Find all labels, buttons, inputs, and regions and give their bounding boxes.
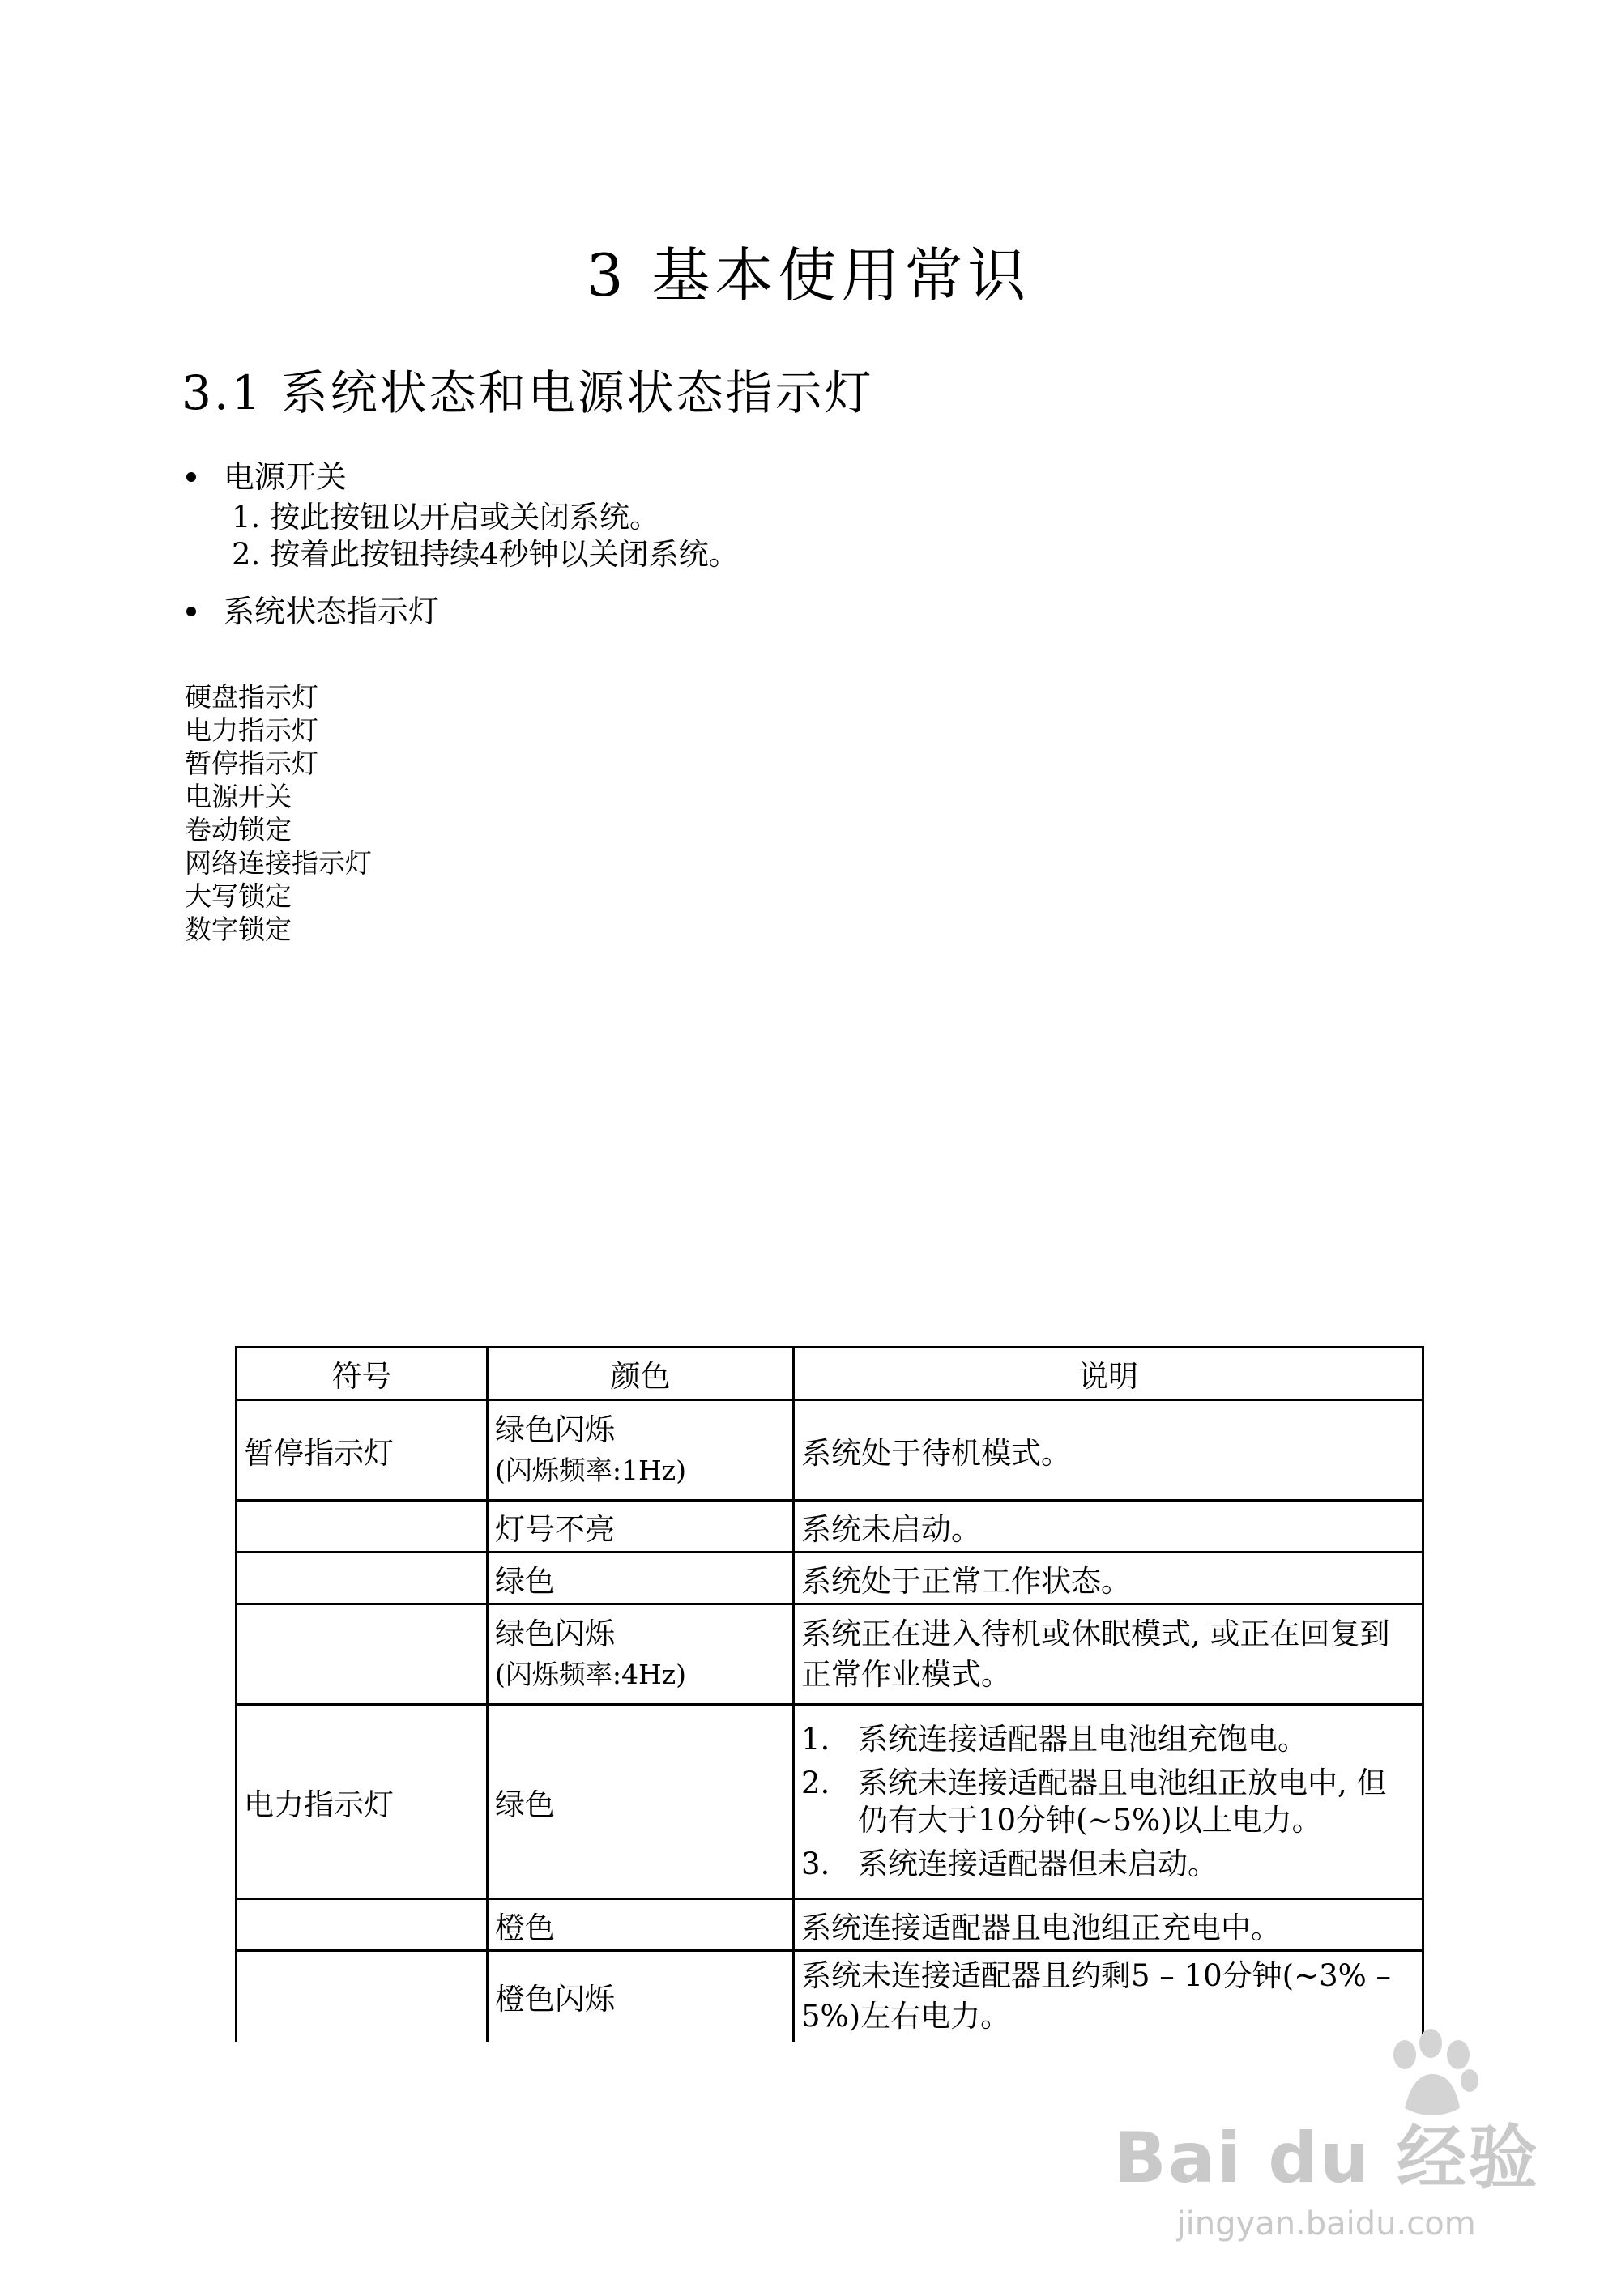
table-row [237,1705,1423,1899]
status-table [235,1346,1424,2042]
cell-symbol: 电力指示灯 [237,1705,488,1899]
indicator-label: 电源开关 [185,781,292,812]
indicator-label: 数字锁定 [185,914,292,945]
baidu-watermark [1113,2102,1539,2243]
watermark-brand: Bai du 经验 [1113,2118,1539,2199]
item-number: 3. [801,1846,830,1881]
list-item [801,1721,1415,1758]
indicator-label: 电力指示灯 [185,714,318,746]
item-text: 系统未连接适配器且电池组正放电中, 但仍有大于10分钟(~5%)以上电力。 [858,1765,1387,1838]
bullet-status-lights [186,586,439,631]
table-row [237,1951,1423,2042]
table-row [237,1604,1423,1705]
cell-symbol [237,1501,488,1553]
bullet-dot [186,472,196,482]
description-list [801,1721,1415,1883]
bullet-dot [186,607,196,616]
item-text: 系统连接适配器且电池组充饱电。 [858,1721,1308,1757]
bullet-power-switch [186,452,347,496]
color-note: (闪烁频率:4Hz) [495,1658,687,1690]
cell-description [794,1705,1423,1899]
cell-symbol [237,1604,488,1705]
power-step-1: 1. 按此按钮以开启或关闭系统。 [232,500,660,535]
cell-symbol: 暂停指示灯 [237,1400,488,1501]
item-text: 系统连接适配器但未启动。 [858,1846,1218,1881]
cell-color: 橙色 [488,1899,794,1951]
color-label: 绿色闪烁 [495,1412,615,1447]
indicator-label: 卷动锁定 [185,814,292,846]
indicator-label: 网络连接指示灯 [185,847,372,879]
table-row [237,1501,1423,1553]
cell-symbol [237,1951,488,2042]
table-row [237,1899,1423,1951]
section-title: 3.1 系统状态和电源状态指示灯 [181,365,874,420]
list-item [801,1846,1415,1883]
cell-color: 绿色 [488,1553,794,1604]
cell-description: 系统未连接适配器且约剩5 – 10分钟(~3% – 5%)左右电力。 [794,1951,1423,2042]
cell-color [488,1604,794,1705]
item-number: 1. [801,1721,830,1757]
indicator-labels [185,680,372,946]
indicator-label: 硬盘指示灯 [185,681,318,713]
cell-color: 绿色 [488,1705,794,1899]
table-header-row [237,1348,1423,1400]
bullet-label: 电源开关 [224,459,348,495]
indicator-label: 暂停指示灯 [185,748,318,779]
cell-description: 系统处于正常工作状态。 [794,1553,1423,1604]
cell-color: 灯号不亮 [488,1501,794,1553]
header-color: 颜色 [488,1348,794,1400]
color-label: 绿色闪烁 [495,1616,615,1651]
table-row [237,1400,1423,1501]
cell-color: 橙色闪烁 [488,1951,794,2042]
cell-description: 系统正在进入待机或休眠模式, 或正在回复到正常作业模式。 [794,1604,1423,1705]
color-note: (闪烁频率:1Hz) [495,1454,687,1486]
header-description: 说明 [794,1348,1423,1400]
cell-description: 系统连接适配器且电池组正充电中。 [794,1899,1423,1951]
chapter-title: 3 基本使用常识 [586,241,1031,309]
cell-symbol [237,1553,488,1604]
indicator-label: 大写锁定 [185,880,292,912]
cell-symbol [237,1899,488,1951]
cell-color [488,1400,794,1501]
header-symbol: 符号 [237,1348,488,1400]
table-row [237,1553,1423,1604]
item-number: 2. [801,1765,830,1800]
cell-description: 系统处于待机模式。 [794,1400,1423,1501]
watermark-url: jingyan.baidu.com [1176,2205,1476,2243]
bullet-label: 系统状态指示灯 [224,594,440,629]
power-step-2: 2. 按着此按钮持续4秒钟以关闭系统。 [232,537,739,572]
list-item [801,1765,1415,1839]
cell-description: 系统未启动。 [794,1501,1423,1553]
